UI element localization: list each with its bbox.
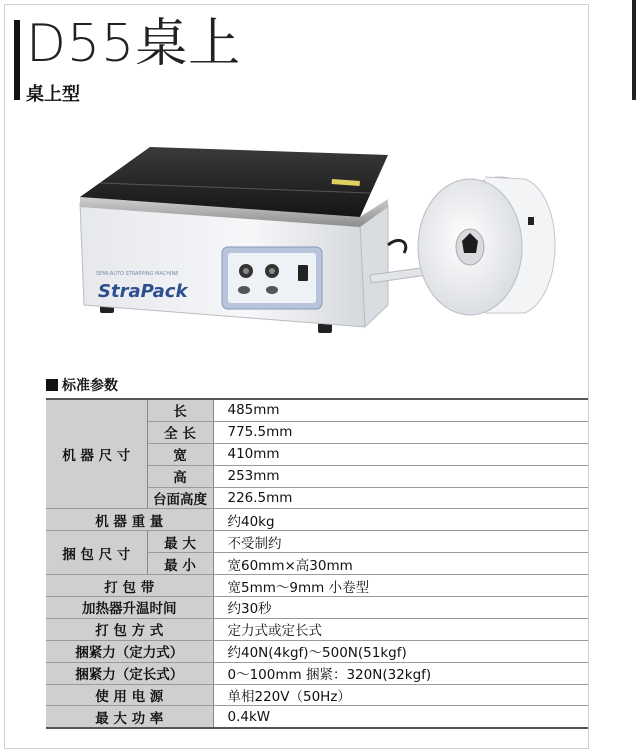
spec-sub-label: 高 bbox=[147, 465, 213, 487]
spec-sub-label: 最 小 bbox=[147, 553, 213, 575]
table-row bbox=[46, 684, 588, 706]
table-row bbox=[46, 399, 588, 421]
spec-sub-label: 宽 bbox=[147, 443, 213, 465]
spec-value: 约30秒 bbox=[213, 597, 588, 619]
spec-value: 775.5mm bbox=[213, 421, 588, 443]
table-row bbox=[46, 575, 588, 597]
spec-sub-label: 长 bbox=[147, 399, 213, 421]
brand-logo: StraPack bbox=[98, 281, 188, 302]
title-accent-bar bbox=[14, 20, 20, 100]
spec-table bbox=[46, 398, 588, 729]
section-heading bbox=[46, 375, 118, 395]
spec-value: 485mm bbox=[213, 399, 588, 421]
table-row bbox=[46, 509, 588, 531]
spec-category-label: 捆 包 尺 寸 bbox=[46, 531, 147, 575]
feed-button-icon bbox=[238, 286, 250, 294]
page-title: D55桌上 bbox=[26, 14, 242, 74]
spec-value: 226.5mm bbox=[213, 487, 588, 509]
spec-value: 不受制约 bbox=[213, 531, 588, 553]
table-row bbox=[46, 597, 588, 619]
spec-value: 定力式或定长式 bbox=[213, 618, 588, 640]
table-row bbox=[46, 640, 588, 662]
table-row bbox=[46, 706, 588, 728]
spec-value: 0.4kW bbox=[213, 706, 588, 728]
spec-value: 约40kg bbox=[213, 509, 588, 531]
spec-value: 253mm bbox=[213, 465, 588, 487]
spec-sub-label: 最 大 bbox=[147, 531, 213, 553]
spec-category-label: 机 器 尺 寸 bbox=[46, 399, 147, 509]
reset-button-icon bbox=[266, 286, 278, 294]
spec-category-label: 机 器 重 量 bbox=[46, 509, 213, 531]
spec-value: 单相220V（50Hz） bbox=[213, 684, 588, 706]
section-title: 标准参数 bbox=[62, 378, 118, 394]
spec-category-label: 捆紧力（定力式） bbox=[46, 640, 213, 662]
edge-bar bbox=[632, 0, 636, 100]
spec-category-label: 使 用 电 源 bbox=[46, 684, 213, 706]
page-subtitle: 桌上型 bbox=[26, 84, 80, 105]
spec-sub-label: 全 长 bbox=[147, 421, 213, 443]
brand-tagline: SEMI-AUTO STRAPPING MACHINE bbox=[96, 271, 179, 277]
product-image bbox=[70, 135, 570, 350]
spec-sub-label: 台面高度 bbox=[147, 487, 213, 509]
spec-category-label: 加热器升温时间 bbox=[46, 597, 213, 619]
spec-value: 宽60mm×高30mm bbox=[213, 553, 588, 575]
spec-category-label: 打 包 带 bbox=[46, 575, 213, 597]
spec-value: 宽5mm～9mm 小卷型 bbox=[213, 575, 588, 597]
bullet-square-icon bbox=[46, 379, 58, 391]
table-row bbox=[46, 662, 588, 684]
power-switch-icon bbox=[298, 265, 308, 281]
table-row bbox=[46, 531, 588, 553]
spec-value: 0～100mm 捆紧：320N(32kgf) bbox=[213, 662, 588, 684]
spec-category-label: 最 大 功 率 bbox=[46, 706, 213, 728]
spec-value: 410mm bbox=[213, 443, 588, 465]
spec-value: 约40N(4kgf)～500N(51kgf) bbox=[213, 640, 588, 662]
spec-category-label: 打 包 方 式 bbox=[46, 618, 213, 640]
spec-category-label: 捆紧力（定长式） bbox=[46, 662, 213, 684]
table-row bbox=[46, 618, 588, 640]
